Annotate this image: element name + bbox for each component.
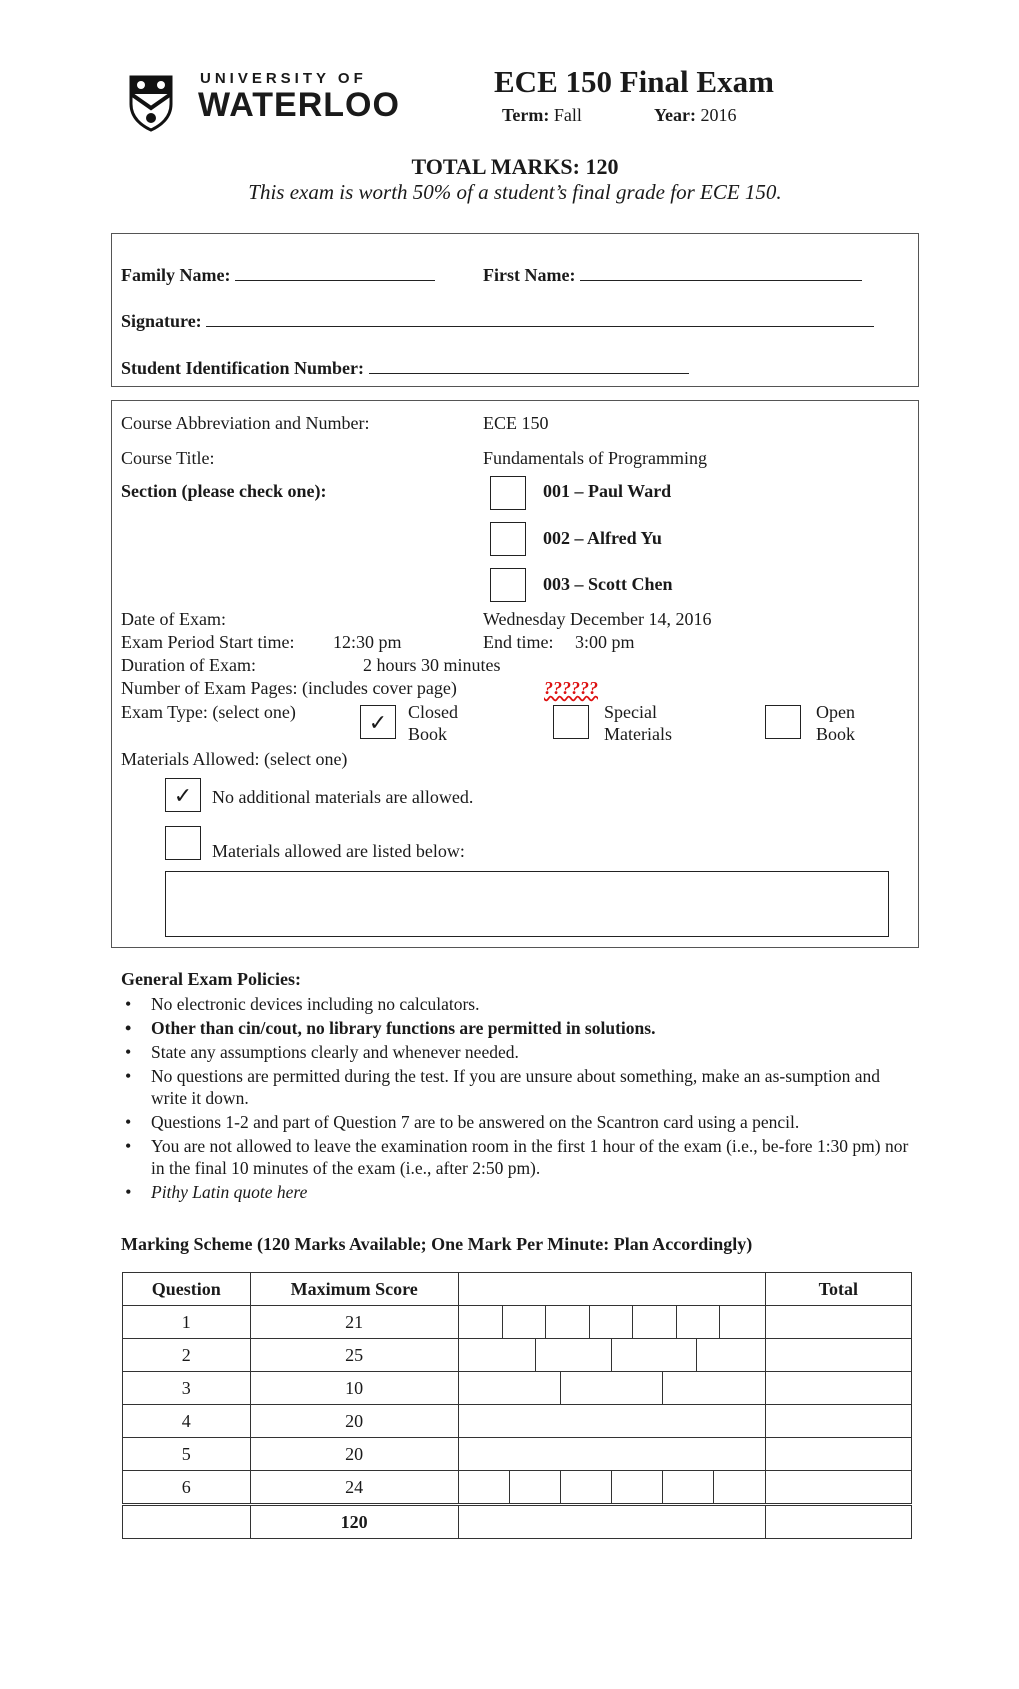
table-row (123, 1438, 912, 1471)
materials-list-textarea[interactable] (165, 871, 889, 937)
university-name-line1: UNIVERSITY OF (200, 70, 367, 87)
term-label: Term: (502, 105, 550, 125)
section-001-checkbox[interactable] (490, 476, 526, 510)
grand-total-cell[interactable] (765, 1505, 911, 1539)
table-row (123, 1372, 912, 1405)
year-value: 2016 (700, 105, 737, 125)
max-score-cell: 20 (250, 1438, 458, 1471)
policy-item: • Other than cin/cout, no library functions are permitted in solutions. (121, 1017, 911, 1039)
term-value: Fall (553, 105, 582, 125)
total-marks: TOTAL MARKS: 120 (411, 154, 619, 179)
signature-row (121, 308, 874, 332)
exam-date-value: Wednesday December 14, 2016 (483, 609, 712, 629)
student-id-label: Student Identification Number: (121, 358, 365, 378)
university-name-line2: WATERLOO (198, 86, 400, 124)
special-materials-line1: Special (604, 702, 657, 722)
check-mark-icon: ✓ (368, 710, 388, 735)
table-row (123, 1306, 912, 1339)
table-header-row (123, 1273, 912, 1306)
part-scores-cell[interactable] (458, 1438, 765, 1471)
section-002-checkbox[interactable] (490, 522, 526, 556)
special-materials-line2: Materials (604, 724, 672, 744)
total-cell[interactable] (765, 1438, 911, 1471)
table-row (123, 1471, 912, 1505)
no-materials-label: No additional materials are allowed. (212, 787, 474, 807)
policy-item: • No electronic devices including no calculators. (121, 993, 911, 1015)
question-cell (123, 1505, 251, 1539)
question-cell: 6 (123, 1471, 251, 1505)
exam-date-label: Date of Exam: (121, 609, 226, 629)
total-cell[interactable] (765, 1471, 911, 1505)
materials-label: Materials Allowed: (select one) (121, 749, 348, 769)
closed-book-checkbox[interactable] (360, 705, 396, 739)
year-label: Year: (654, 105, 696, 125)
column-header (458, 1273, 765, 1306)
column-header: Total (765, 1273, 911, 1306)
table-total-row (123, 1505, 912, 1539)
worth-note: This exam is worth 50% of a student’s final grade for ECE 150. (248, 180, 782, 204)
question-cell: 4 (123, 1405, 251, 1438)
question-cell: 5 (123, 1438, 251, 1471)
duration-label: Duration of Exam: (121, 655, 256, 675)
policies-list (121, 993, 911, 1205)
no-materials-checkbox[interactable] (165, 778, 201, 812)
pages-label: Number of Exam Pages: (includes cover page) (121, 678, 457, 698)
pages-value: ?????? (544, 678, 598, 698)
question-cell: 1 (123, 1306, 251, 1339)
first-name-row (483, 262, 862, 286)
total-max-cell: 120 (250, 1505, 458, 1539)
max-score-cell: 25 (250, 1339, 458, 1372)
term-line (502, 104, 582, 126)
closed-book-line1: Closed (408, 702, 459, 722)
total-cell[interactable] (765, 1372, 911, 1405)
special-materials-checkbox[interactable] (553, 705, 589, 739)
course-abbr-value: ECE 150 (483, 413, 549, 433)
family-name-field[interactable] (235, 262, 435, 281)
special-materials-label (604, 701, 672, 745)
part-scores-cell[interactable] (458, 1372, 765, 1405)
policy-item: • State any assumptions clearly and whenever needed. (121, 1041, 911, 1063)
start-time-label: Exam Period Start time: (121, 632, 295, 652)
total-cell[interactable] (765, 1405, 911, 1438)
part-scores-cell (458, 1505, 765, 1539)
exam-title: ECE 150 Final Exam (494, 64, 774, 99)
student-id-row (121, 355, 689, 379)
question-cell: 2 (123, 1339, 251, 1372)
section-label: Section (please check one): (121, 481, 327, 501)
column-header: Question (123, 1273, 251, 1306)
part-scores-cell[interactable] (458, 1405, 765, 1438)
question-cell: 3 (123, 1372, 251, 1405)
signature-field[interactable] (206, 308, 874, 327)
course-title-value: Fundamentals of Programming (483, 448, 707, 468)
marking-table (122, 1272, 912, 1539)
section-002-label: 002 – Alfred Yu (543, 528, 662, 548)
closed-book-label (408, 701, 458, 745)
total-cell[interactable] (765, 1339, 911, 1372)
part-scores-cell[interactable] (458, 1339, 765, 1372)
year-line (654, 104, 736, 126)
open-book-line2: Book (816, 724, 856, 744)
section-003-checkbox[interactable] (490, 568, 526, 602)
column-header: Maximum Score (250, 1273, 458, 1306)
end-time-label: End time: (483, 632, 554, 652)
check-mark-icon: ✓ (173, 783, 193, 808)
exam-type-label: Exam Type: (select one) (121, 702, 296, 722)
max-score-cell: 21 (250, 1306, 458, 1339)
course-title-label: Course Title: (121, 448, 215, 468)
materials-listed-label: Materials allowed are listed below: (212, 841, 465, 861)
policy-item: • Pithy Latin quote here (121, 1181, 911, 1203)
student-id-field[interactable] (369, 355, 689, 374)
materials-listed-checkbox[interactable] (165, 826, 201, 860)
total-cell[interactable] (765, 1306, 911, 1339)
policy-item: • No questions are permitted during the test. If you are unsure about something, make an as-sumption and write it down. (121, 1065, 911, 1109)
open-book-checkbox[interactable] (765, 705, 801, 739)
course-abbr-label: Course Abbreviation and Number: (121, 413, 370, 433)
university-crest-logo (128, 74, 174, 132)
family-name-row (121, 262, 435, 286)
first-name-label: First Name: (483, 265, 576, 285)
part-scores-cell[interactable] (458, 1471, 765, 1505)
policy-item: • Questions 1-2 and part of Question 7 are to be answered on the Scantron card using a pencil. (121, 1111, 911, 1133)
marking-heading: Marking Scheme (120 Marks Available; One Mark Per Minute: Plan Accordingly) (121, 1234, 753, 1254)
open-book-line1: Open (816, 702, 855, 722)
table-row (123, 1405, 912, 1438)
policy-item: • You are not allowed to leave the examination room in the first 1 hour of the exam (i.e., be-fore 1:30 pm) nor in the final 10 minutes of the exam (i.e., after 2:50 pm). (121, 1135, 911, 1179)
duration-value: 2 hours 30 minutes (363, 655, 501, 675)
end-time-value: 3:00 pm (575, 632, 635, 652)
section-001-label: 001 – Paul Ward (543, 481, 672, 501)
section-003-label: 003 – Scott Chen (543, 574, 673, 594)
max-score-cell: 24 (250, 1471, 458, 1505)
family-name-label: Family Name: (121, 265, 231, 285)
closed-book-line2: Book (408, 724, 448, 744)
first-name-field[interactable] (580, 262, 862, 281)
max-score-cell: 10 (250, 1372, 458, 1405)
policies-heading: General Exam Policies: (121, 969, 301, 989)
open-book-label (816, 701, 855, 745)
signature-label: Signature: (121, 311, 202, 331)
part-scores-cell[interactable] (458, 1306, 765, 1339)
start-time-value: 12:30 pm (333, 632, 402, 652)
max-score-cell: 20 (250, 1405, 458, 1438)
table-row (123, 1339, 912, 1372)
